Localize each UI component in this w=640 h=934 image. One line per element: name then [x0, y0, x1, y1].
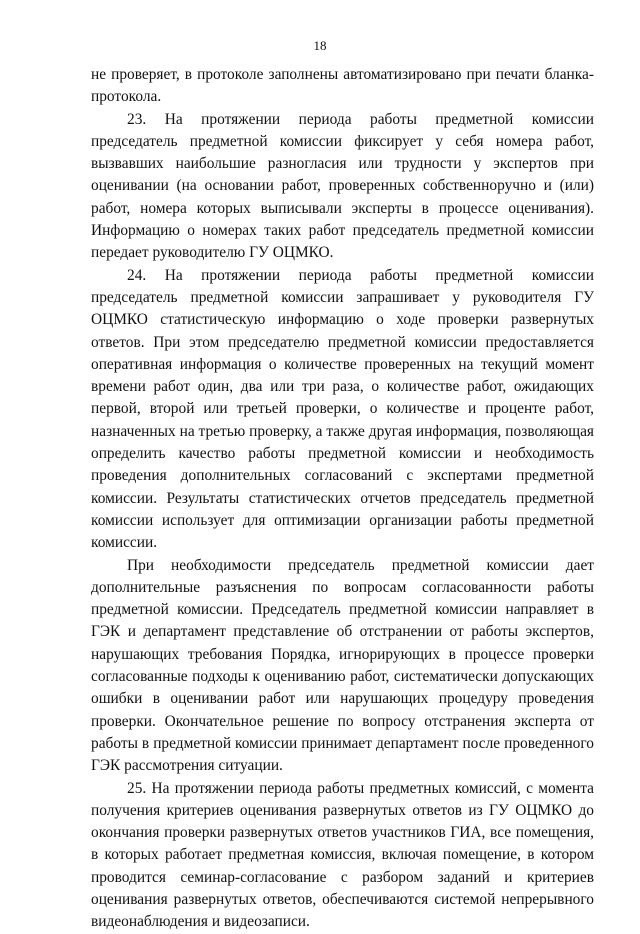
- document-body: [91, 64, 594, 934]
- paragraph-clarifications: При необходимости председатель предметной комиссии дает дополнительные разъяснения по вопросам согласованности работы предметной комиссии. Председатель предметной комиссии направляет в ГЭК и департамент представление об отстранении от работы экспертов, нарушающих требования Порядка, игнорирующих в процессе проверки согласованные подходы к оцениванию работ, систематически допускающих ошибки в оценивании работ или нарушающих процедуру проведения проверки. Окончательное решение по вопросу отстранения эксперта от работы в предметной комиссии принимает департамент после проведенного ГЭК рассмотрения ситуации.: [91, 556, 594, 775]
- paragraph-item-25: 25. На протяжении периода работы предметных комиссий, с момента получения критериев оценивания развернутых ответов из ГУ ОЦМКО до окончания проверки развернутых ответов участников ГИА, все помещения, в которых работает предметная комиссия, включая помещение, в котором проводится семинар-согласование с разбором заданий и критериев оценивания развернутых ответов, обеспечиваются системой непрерывного видеонаблюдения и видеозаписи.: [91, 779, 594, 931]
- paragraph-item-24: 24. На протяжении периода работы предметной комиссии председатель предметной комиссии запрашивает у руководителя ГУ ОЦМКО статистическую информацию о ходе проверки развернутых ответов. При этом председателю предметной комиссии предоставляется оперативная информация о количестве проверенных на текущий момент времени работ один, два или три раза, о количестве работ, ожидающих первой, второй или третьей проверки, о количестве и проценте работ, назначенных на третью проверку, а также другая информация, позволяющая определить качество работы предметной комиссии и необходимость проведения дополнительных согласований с экспертами предметной комиссии. Результаты статистических отчетов председатель предметной комиссии использует для оптимизации организации работы предметной комиссии.: [91, 266, 594, 552]
- page-number: 18: [313, 38, 327, 53]
- paragraph-item-23: 23. На протяжении периода работы предметной комиссии председатель предметной комиссии фиксирует у себя номера работ, вызвавших наибольшие разногласия или трудности у экспертов при оценивании (на основании работ, проверенных собственноручно и (или) работ, номера которых выписывали эксперты в процессе оценивания). Информацию о номерах таких работ председатель предметной комиссии передает руководителю ГУ ОЦМКО.: [91, 110, 594, 262]
- paragraph-continuation: не проверяет, в протоколе заполнены автоматизировано при печати бланка-протокола.: [91, 66, 594, 106]
